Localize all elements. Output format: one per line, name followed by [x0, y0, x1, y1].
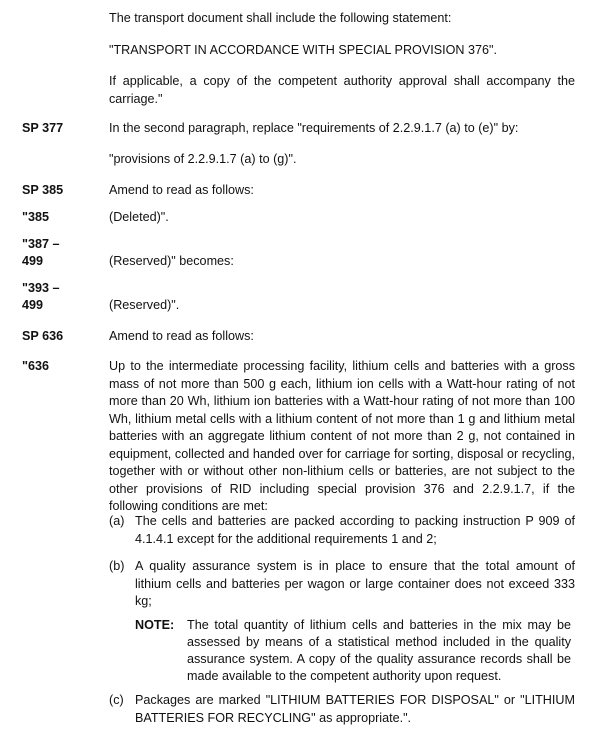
note-text: The total quantity of lithium cells and batteries in the mix may be assessed by means of a statistical method included in the quality assurance system. A copy of the quality assurance records shall be made available to the competent authority upon request.: [187, 618, 571, 683]
entry-385-text: (Deleted)".: [109, 210, 169, 224]
sp636-label: SP 636: [22, 329, 64, 343]
entry-636-paragraph: Up to the intermediate processing facility, lithium cells and batteries with a gross mass of not more than 500 g each, lithium ion cells with a Watt-hour rating of not more than 20 Wh, lithium ion batteries with a Watt-hour rating of not more than 100 Wh, lithium metal cells with a lithium content of not more than 1 g and lithium metal batteries with an aggregate lithium content of not more than 2 g, not contained in equipment, collected and handed over for carriage for sorting, disposal or recycling, together with or without other non-lithium cells or batteries, are not subject to the other provisions of RID including special provision 376 and 2.2.9.1.7, if the following conditions are met:: [109, 359, 575, 513]
item-b-marker: (b): [109, 559, 125, 573]
entry-393-label-end: 499: [22, 298, 44, 312]
item-c-text: Packages are marked "LITHIUM BATTERIES FOR DISPOSAL" or "LITHIUM BATTERIES FOR RECYCLING" as appropriate.".: [135, 693, 575, 725]
item-a-text: The cells and batteries are packed according to packing instruction P 909 of 4.1.4.1 except for the additional requirements 1 and 2;: [135, 514, 575, 546]
sp377-label: SP 377: [22, 121, 64, 135]
sp377-replacement: "provisions of 2.2.9.1.7 (a) to (g)".: [109, 152, 297, 166]
entry-393-text: (Reserved)".: [109, 298, 180, 312]
sp636-text: Amend to read as follows:: [109, 329, 254, 343]
note-label: NOTE:: [135, 618, 175, 632]
sp377-text: In the second paragraph, replace "requirements of 2.2.9.1.7 (a) to (e)" by:: [109, 121, 519, 135]
entry-385-label: "385: [22, 210, 49, 224]
transport-statement-line: The transport document shall include the following statement:: [109, 11, 452, 25]
sp385-text: Amend to read as follows:: [109, 183, 254, 197]
approval-paragraph: If applicable, a copy of the competent authority approval shall accompany the carriage.": [109, 74, 575, 106]
item-a-marker: (a): [109, 514, 125, 528]
entry-387-label-end: 499: [22, 254, 44, 268]
entry-636-label: "636: [22, 359, 49, 373]
quoted-statement: "TRANSPORT IN ACCORDANCE WITH SPECIAL PROVISION 376".: [109, 43, 498, 57]
entry-393-label: "393 –: [22, 281, 60, 295]
sp385-label: SP 385: [22, 183, 64, 197]
item-b-text: A quality assurance system is in place to ensure that the total amount of lithium cells and batteries per wagon or large container does not exceed 333 kg;: [135, 559, 575, 608]
entry-387-text: (Reserved)" becomes:: [109, 254, 234, 268]
entry-387-label: "387 –: [22, 237, 60, 251]
item-c-marker: (c): [109, 693, 124, 707]
